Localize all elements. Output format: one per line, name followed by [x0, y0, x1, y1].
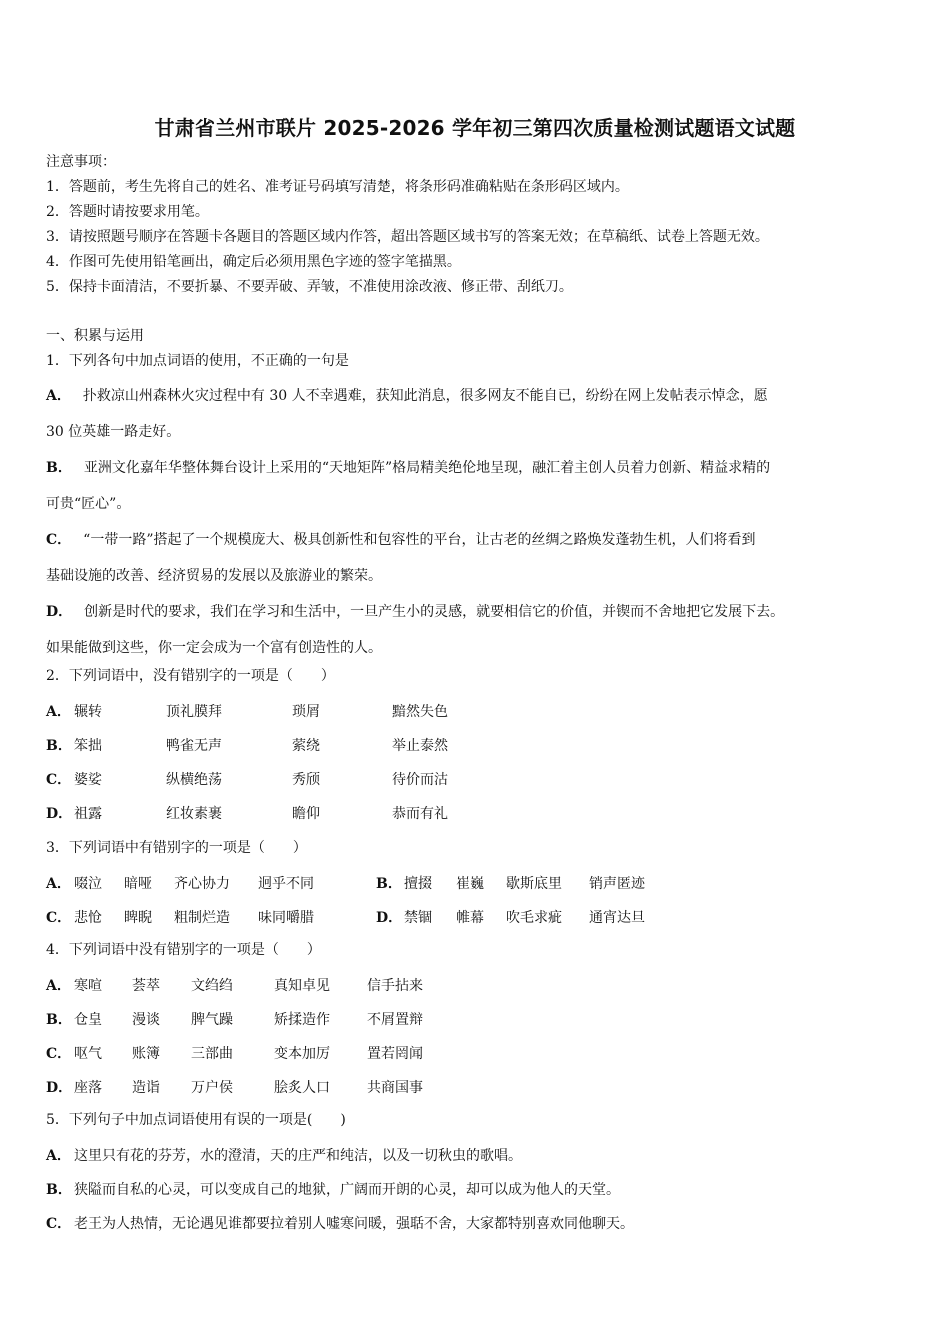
option-word: 纵横绝荡 — [166, 772, 222, 788]
option-word: 迥乎不同 — [258, 876, 314, 892]
question-1-option-d — [46, 594, 916, 666]
option-text-cont: 可贵“匠心”。 — [46, 496, 131, 512]
option-word: 万户侯 — [191, 1080, 233, 1096]
question-2-option-a — [46, 695, 916, 729]
question-3 — [46, 836, 916, 935]
question-1-stem: 1．下列各句中加点词语的使用，不正确的一句是 — [46, 353, 349, 369]
option-letter: B． — [46, 460, 72, 476]
option-word: 暗哑 — [124, 876, 152, 892]
option-letter: A． — [46, 978, 71, 994]
option-word: 三部曲 — [191, 1046, 233, 1062]
question-4-option-c — [46, 1037, 916, 1071]
option-text: 扑救凉山州森林火灾过程中有 30 人不幸遇难，获知此消息，很多网友不能自已，纷纷在网上发帖表示悼念，愿 — [82, 388, 768, 404]
option-letter: C． — [46, 910, 72, 926]
notice-heading: 注意事项： — [46, 154, 116, 170]
option-letter: B． — [46, 1012, 72, 1028]
option-word: 造诣 — [132, 1080, 160, 1096]
option-letter: C． — [46, 532, 72, 548]
question-1-option-b — [46, 450, 916, 522]
question-2 — [46, 664, 916, 831]
option-word: 禁锢 — [404, 910, 432, 926]
notice-block — [46, 150, 916, 300]
option-letter: D． — [46, 1080, 73, 1096]
option-word: 呕气 — [74, 1046, 102, 1062]
option-word: 瞻仰 — [292, 806, 320, 822]
notice-item: 4．作图可先使用铅笔画出，确定后必须用黑色字迹的签字笔描黑。 — [46, 254, 461, 270]
option-word: 信手拈来 — [367, 978, 423, 994]
question-5-option-c — [46, 1207, 916, 1241]
question-3-row-cd — [46, 901, 916, 935]
option-word: 荟萃 — [132, 978, 160, 994]
question-4-option-d — [46, 1071, 916, 1105]
option-word: 通宵达旦 — [589, 910, 645, 926]
option-word: 歇斯底里 — [506, 876, 562, 892]
option-word: 擅掇 — [404, 876, 432, 892]
question-2-option-c — [46, 763, 916, 797]
question-5-option-b — [46, 1173, 916, 1207]
option-word: 萦绕 — [292, 738, 320, 754]
option-word: 粗制烂造 — [174, 910, 230, 926]
option-word: 啜泣 — [74, 876, 102, 892]
question-1-option-a — [46, 378, 916, 450]
question-2-option-d — [46, 797, 916, 831]
option-letter: D． — [46, 604, 73, 620]
option-letter: B． — [376, 876, 402, 892]
option-word: 恭而有礼 — [392, 806, 448, 822]
option-word: 寒喧 — [74, 978, 102, 994]
option-text: 老王为人热情，无论遇见谁都要拉着别人嘘寒问暖，强聒不舍，大家都特别喜欢同他聊天。 — [74, 1216, 634, 1232]
option-word: 矫揉造作 — [274, 1012, 330, 1028]
notice-item: 1．答题前，考生先将自己的姓名、准考证号码填写清楚，将条形码准确粘贴在条形码区域内。 — [46, 179, 629, 195]
option-word: 脾气躁 — [191, 1012, 233, 1028]
question-4-option-b — [46, 1003, 916, 1037]
option-letter: A． — [46, 1148, 71, 1164]
question-1-option-c — [46, 522, 916, 594]
option-word: 味同嚼腊 — [258, 910, 314, 926]
option-word: 黯然失色 — [392, 704, 448, 720]
question-2-stem: 2．下列词语中，没有错别字的一项是（ ） — [46, 668, 335, 684]
question-2-option-b — [46, 729, 916, 763]
option-letter: B． — [46, 738, 72, 754]
option-word: 鸭雀无声 — [166, 738, 222, 754]
question-3-stem: 3．下列词语中有错别字的一项是（ ） — [46, 840, 307, 856]
option-word: 脍炙人口 — [274, 1080, 330, 1096]
option-word: 真知卓见 — [274, 978, 330, 994]
option-text-cont: 基础设施的改善、经济贸易的发展以及旅游业的繁荣。 — [46, 568, 382, 584]
option-word: 顶礼膜拜 — [166, 704, 222, 720]
notice-item: 3．请按照题号顺序在答题卡各题目的答题区域内作答，超出答题区域书写的答案无效；在草稿纸、试卷上答题无效。 — [46, 229, 769, 245]
notice-item: 2．答题时请按要求用笔。 — [46, 204, 209, 220]
question-4-stem: 4．下列词语中没有错别字的一项是（ ） — [46, 942, 321, 958]
option-text-cont: 30 位英雄一路走好。 — [46, 424, 181, 440]
option-letter: A． — [46, 876, 71, 892]
option-word: 座落 — [74, 1080, 102, 1096]
option-word: 辗转 — [74, 704, 102, 720]
option-word: 秀颀 — [292, 772, 320, 788]
option-word: 红妆素裹 — [166, 806, 222, 822]
option-word: 不屑置辩 — [367, 1012, 423, 1028]
option-letter: C． — [46, 1216, 72, 1232]
option-letter: C． — [46, 1046, 72, 1062]
option-word: 祖露 — [74, 806, 102, 822]
option-word: 睥睨 — [124, 910, 152, 926]
option-text: “一带一路”搭起了一个规模庞大、极具创新性和包容性的平台，让古老的丝绸之路焕发蓬勃生机，人们将看到 — [83, 532, 756, 548]
option-word: 笨拙 — [74, 738, 102, 754]
option-word: 置若罔闻 — [367, 1046, 423, 1062]
page-title: 甘肃省兰州市联片 2025-2026 学年初三第四次质量检测试题语文试题 — [154, 116, 796, 140]
option-letter: A． — [46, 704, 71, 720]
option-text: 亚洲文化嘉年华整体舞台设计上采用的“天地矩阵”格局精美绝伦地呈现，融汇着主创人员着力创新、精益求精的 — [83, 460, 771, 476]
question-4-option-a — [46, 969, 916, 1003]
option-word: 举止泰然 — [392, 738, 448, 754]
question-3-row-ab — [46, 867, 916, 901]
option-word: 变本加厉 — [274, 1046, 330, 1062]
option-letter: A． — [46, 388, 71, 404]
option-word: 吹毛求疵 — [506, 910, 562, 926]
option-word: 悲怆 — [74, 910, 102, 926]
option-word: 共商国事 — [367, 1080, 423, 1096]
option-text: 创新是时代的要求，我们在学习和生活中，一旦产生小的灵感，就要相信它的价值，并锲而不舍地把它发展下去。 — [84, 604, 785, 620]
option-letter: B． — [46, 1182, 72, 1198]
question-5-stem: 5．下列句子中加点词语使用有误的一项是( ) — [46, 1112, 346, 1128]
option-word: 齐心协力 — [174, 876, 230, 892]
option-word: 文绉绉 — [191, 978, 233, 994]
question-5 — [46, 1108, 916, 1241]
section-accumulation — [46, 324, 916, 666]
option-word: 崔巍 — [456, 876, 484, 892]
option-word: 仓皇 — [74, 1012, 102, 1028]
section-heading: 一、积累与运用 — [46, 328, 144, 344]
option-word: 待价而沽 — [392, 772, 448, 788]
option-word: 婆娑 — [74, 772, 102, 788]
option-word: 账簿 — [132, 1046, 160, 1062]
notice-item: 5．保持卡面清洁，不要折暴、不要弄破、弄皱，不准使用涂改液、修正带、刮纸刀。 — [46, 279, 573, 295]
option-word: 漫谈 — [132, 1012, 160, 1028]
option-letter: D． — [376, 910, 403, 926]
option-letter: C． — [46, 772, 72, 788]
option-word: 帷幕 — [456, 910, 484, 926]
question-4 — [46, 938, 916, 1105]
option-text: 这里只有花的芬芳，水的澄清，天的庄严和纯洁，以及一切秋虫的歌唱。 — [74, 1148, 522, 1164]
option-text-cont: 如果能做到这些，你一定会成为一个富有创造性的人。 — [46, 640, 382, 656]
option-word: 销声匿迹 — [589, 876, 645, 892]
option-word: 琐屑 — [292, 704, 320, 720]
question-5-option-a — [46, 1139, 916, 1173]
option-text: 狭隘而自私的心灵，可以变成自己的地狱，广阔而开朗的心灵，却可以成为他人的天堂。 — [74, 1182, 620, 1198]
option-letter: D． — [46, 806, 73, 822]
